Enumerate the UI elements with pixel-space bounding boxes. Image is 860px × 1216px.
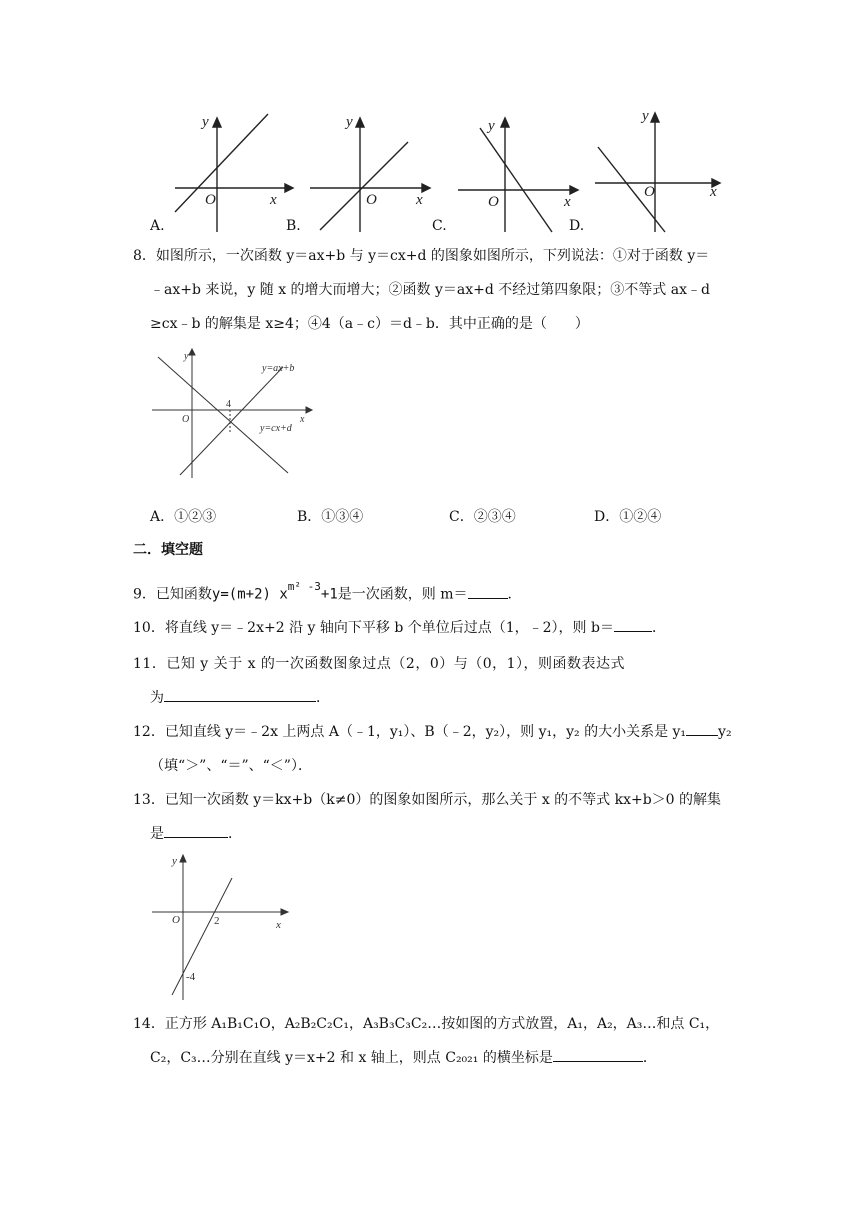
q13-tick-neg4: -4 (186, 971, 196, 983)
q10-text: 10．将直线 y＝﹣2x+2 沿 y 轴向下平移 b 个单位后过点（1，﹣2），则 b＝ (133, 620, 614, 636)
q8-tick-4: 4 (226, 399, 231, 410)
q13-figure (148, 850, 298, 1005)
graph-c-origin: O (488, 194, 499, 210)
graph-b-y-label: y (346, 114, 353, 130)
q8-origin: O (182, 414, 190, 425)
q8-label-cd: y=cx+d (260, 423, 292, 434)
q13-prefix: 是 (150, 826, 164, 842)
q12-text: 12．已知直线 y＝﹣2x 上两点 A（﹣1，y₁）、B（﹣2，y₂），则 y₁，y₂ 的大小关系是 y₁ (133, 724, 687, 740)
graph-c-x-label: x (564, 194, 571, 210)
graph-c-y-label: y (488, 118, 495, 134)
q13-end: ． (228, 826, 242, 842)
q9-exponent: m² ‑3 (287, 580, 321, 593)
q9-formula: y=(m+2) x (211, 586, 288, 603)
graph-d-x-label: x (710, 184, 717, 200)
graph-b-line (320, 142, 408, 230)
q14-answer-blank[interactable] (553, 1047, 643, 1062)
q7-option-a[interactable]: A. (150, 218, 165, 234)
q9-prefix: 9．已知函数 (133, 586, 212, 603)
q8-x-label: x (300, 414, 305, 425)
q14-line-1: 14．正方形 A₁B₁C₁O，A₂B₂C₂C₁，A₃B₃C₃C₂…按如图的方式放置，A₁，A₂，A₃…和点 C₁， (133, 1016, 720, 1032)
q10-answer-blank[interactable] (614, 617, 652, 632)
q7-option-d[interactable]: D. (569, 218, 585, 234)
q11-end: ． (316, 690, 330, 706)
section-title: 二．填空题 (133, 542, 203, 558)
q9-plus-one: +1 (320, 586, 338, 603)
q12-answer-blank[interactable] (686, 721, 718, 736)
q14-end: ． (642, 1050, 657, 1066)
q8-line-1: 8．如图所示，一次函数 y＝ax+b 与 y＝cx+d 的图象如图所示，下列说法：①对于函数 y＝ (133, 248, 710, 264)
q8-line-ab (180, 367, 283, 475)
q13-y-label: y (172, 855, 177, 867)
q12-line-2: （填“＞”、“＝”、“＜”）． (150, 758, 312, 774)
q7-option-b[interactable]: B. (286, 218, 301, 234)
q13-line (172, 878, 232, 995)
q13-tick-2: 2 (214, 915, 220, 927)
graph-b-origin: O (366, 192, 377, 208)
q13-line-2 (150, 823, 242, 845)
q11-line-2 (150, 687, 330, 709)
q11-answer-blank[interactable] (164, 687, 316, 702)
q12-line-1 (133, 721, 732, 743)
q9-line (133, 579, 522, 606)
q8-y-label: y (184, 351, 189, 362)
q8-line-2: ﹣ax+b 来说，y 随 x 的增大而增大；②函数 y＝ax+d 不经过第四象限；③不等式 ax﹣d (150, 282, 710, 298)
graph-a-line (175, 114, 268, 212)
q8-label-ab: y=ax+b (262, 363, 295, 374)
q8-line-3: ≥cx﹣b 的解集是 x≥4；④4（a﹣c）＝d﹣b．其中正确的是（ ） (150, 316, 589, 332)
q8-option-c[interactable]: C．②③④ (449, 509, 516, 525)
q12-y2: y₂ (718, 724, 732, 740)
q13-x-label: x (276, 919, 281, 931)
q8-option-d[interactable]: D．①②④ (594, 509, 662, 525)
q11-prefix: 为 (150, 690, 164, 706)
q9-answer-blank[interactable] (468, 584, 508, 599)
q8-figure (148, 345, 318, 480)
q13-origin: O (172, 914, 180, 926)
q9-end: ． (507, 586, 522, 603)
graph-d-y-label: y (642, 108, 649, 124)
graph-a-x-label: x (270, 192, 277, 208)
graph-a-y-label: y (202, 114, 209, 130)
q13-line-1: 13．已知一次函数 y＝kx+b（k≠0）的图象如图所示，那么关于 x 的不等式 kx+b＞0 的解集 (133, 792, 722, 808)
q10-end: ． (651, 620, 666, 636)
q8-option-a[interactable]: A．①②③ (150, 509, 217, 525)
q9-suffix: 是一次函数，则 m＝ (337, 586, 468, 603)
q10-line (133, 617, 666, 639)
graph-d-origin: O (644, 184, 655, 200)
graph-b-x-label: x (416, 192, 423, 208)
q8-option-b[interactable]: B．①③④ (297, 509, 364, 525)
q13-answer-blank[interactable] (164, 823, 228, 838)
q14-text: C₂，C₃…分别在直线 y＝x+2 和 x 轴上，则点 C₂₀₂₁ 的横坐标是 (150, 1050, 553, 1066)
graph-a-origin: O (205, 192, 216, 208)
q11-line-1: 11．已知 y 关于 x 的一次函数图象过点（2，0）与（0，1），则函数表达式 (133, 656, 626, 672)
q7-option-c[interactable]: C. (432, 218, 447, 234)
q14-line-2 (150, 1047, 657, 1069)
graph-c-line (480, 128, 552, 232)
q8-line-cd (158, 357, 288, 473)
